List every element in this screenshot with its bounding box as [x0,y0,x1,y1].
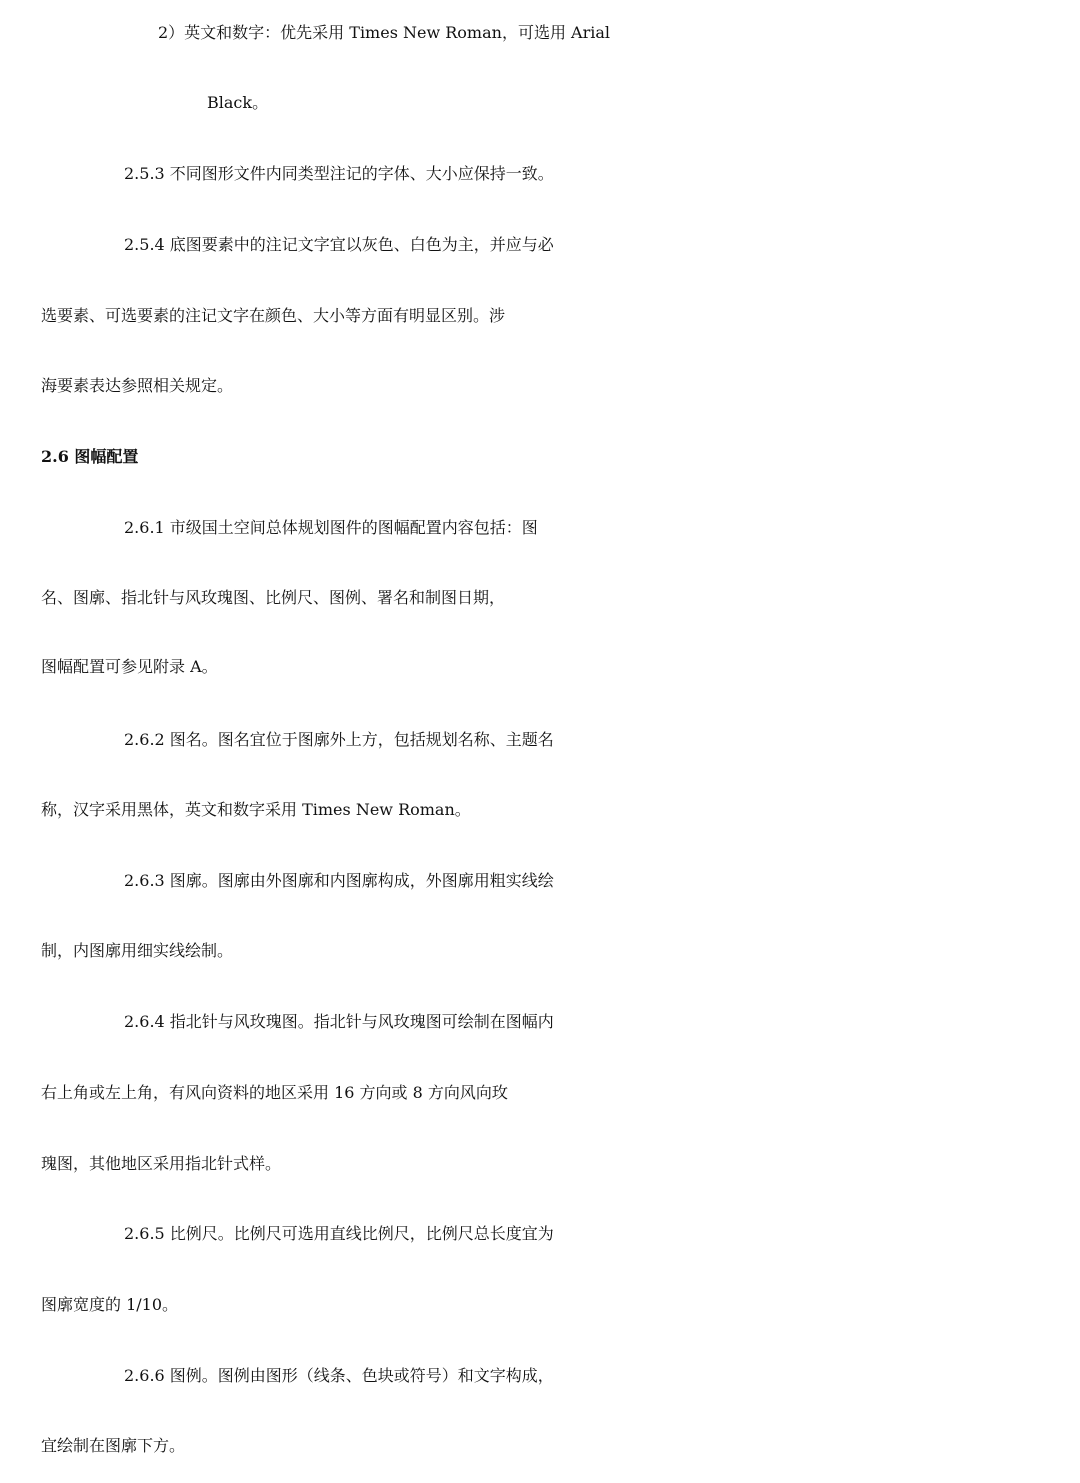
text-line-10: 图幅配置可参见附录 A。 [41,657,218,676]
text-line-1: 2）英文和数字：优先采用 Times New Roman，可选用 Arial [158,23,611,42]
text-line-12: 称，汉字采用黑体，英文和数字采用 Times New Roman。 [41,800,471,819]
text-line-14: 制，内图廓用细实线绘制。 [41,941,234,960]
text-line-21: 宜绘制在图廓下方。 [41,1436,186,1455]
text-line-18: 2.6.5 比例尺。比例尺可选用直线比例尺，比例尺总长度宜为 [124,1224,554,1243]
text-line-8: 2.6.1 市级国土空间总体规划图件的图幅配置内容包括：图 [124,518,538,537]
text-line-17: 瑰图，其他地区采用指北针式样。 [41,1154,282,1173]
text-line-15: 2.6.4 指北针与风玫瑰图。指北针与风玫瑰图可绘制在图幅内 [124,1012,554,1031]
text-line-9: 名、图廓、指北针与风玫瑰图、比例尺、图例、署名和制图日期， [41,588,506,607]
text-line-13: 2.6.3 图廓。图廓由外图廓和内图廓构成，外图廓用粗实线绘 [124,871,554,890]
text-line-3: 2.5.3 不同图形文件内同类型注记的字体、大小应保持一致。 [124,164,554,183]
text-line-5: 选要素、可选要素的注记文字在颜色、大小等方面有明显区别。涉 [41,306,506,325]
text-line-19: 图廓宽度的 1/10。 [41,1295,179,1314]
section-heading: 2.6 图幅配置 [41,447,139,466]
text-line-2: Black。 [207,93,269,112]
text-line-6: 海要素表达参照相关规定。 [41,376,234,395]
text-line-20: 2.6.6 图例。图例由图形（线条、色块或符号）和文字构成， [124,1366,554,1385]
text-line-16: 右上角或左上角，有风向资料的地区采用 16 方向或 8 方向风向玫 [41,1083,508,1102]
text-line-11: 2.6.2 图名。图名宜位于图廓外上方，包括规划名称、主题名 [124,730,554,749]
text-line-4: 2.5.4 底图要素中的注记文字宜以灰色、白色为主，并应与必 [124,235,554,254]
